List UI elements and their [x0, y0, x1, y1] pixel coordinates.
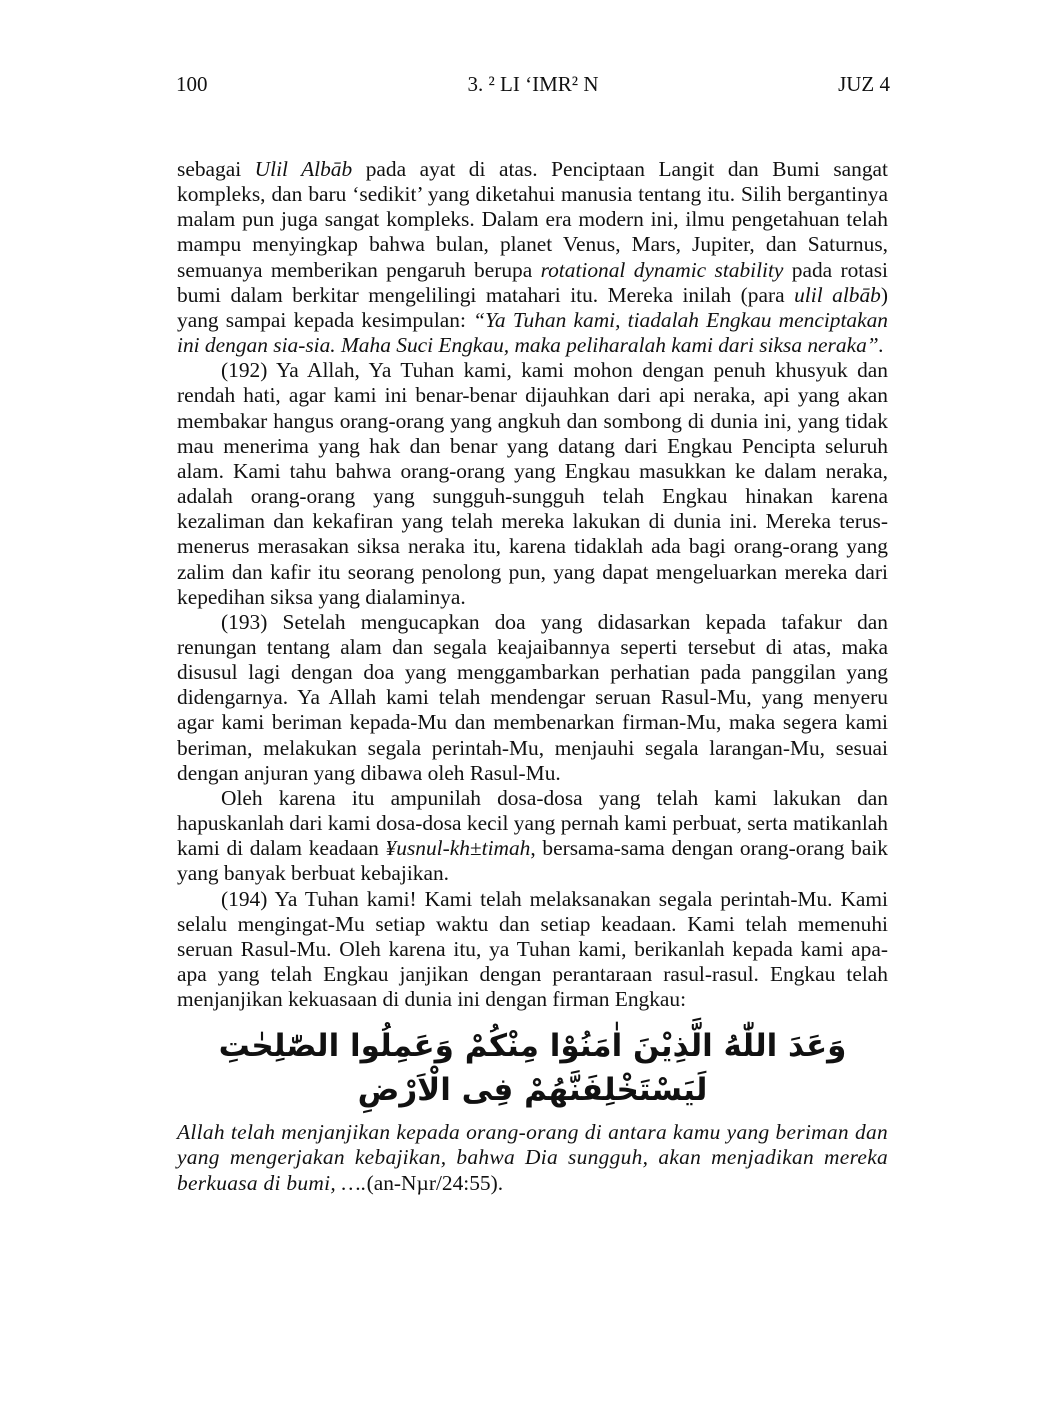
- page-header: [176, 72, 890, 100]
- text-run: , bersama-sama dengan orang-orang baik yang banyak berbuat kebajikan.: [177, 836, 888, 886]
- paragraph-192: (192) Ya Allah, Ya Tuhan kami, kami mohon dengan penuh khusyuk dan rendah hati, agar kami ini benar-benar dijauhkan dari api neraka, api yang akan membakar hangus orang-orang yang angkuh dan sombong di dunia ini, yang tidak mau menerima yang hak dan benar yang datang dari Engkau Pencipta seluruh alam. Kami tahu bahwa orang-orang yang Engkau masukkan ke dalam neraka, adalah orang-orang yang sungguh-sungguh telah Engkau hinakan karena kezaliman dan kekafiran yang telah mereka lakukan di dunia ini. Mereka terus-menerus merasakan siksa neraka itu, karena tidaklah ada bagi orang-orang yang zalim dan kafir itu seorang penolong pun, yang dapat mengeluarkan mereka dari kepedihan siksa yang dialaminya.: [177, 358, 888, 609]
- arabic-verse: وَعَدَ اللّٰهُ الَّذِيْنَ اٰمَنُوْا مِنْكُمْ وَعَمِلُوا الصّٰلِحٰتِ لَيَسْتَخْلِفَنَّهُمْ فِى الْاَرْضِ: [218, 1028, 847, 1109]
- italic-term: Ulil Albāb: [254, 157, 353, 181]
- italic-term: ulil albāb: [794, 282, 881, 307]
- text-run: pada ayat di atas. Penciptaan Langit dan Bumi sangat kompleks, dan baru ‘sedikit’ yang diketahui manusia tentang itu. Silih bergantinya malam pun juga sangat kompleks. Dalam era modern ini, ilmu pengetahuan telah mampu menyingkap bahwa bulan, planet Venus, Mars, Jupiter, dan Saturnus, semuanya memberikan pengaruh berupa: [177, 157, 888, 282]
- text-run: pada rotasi bumi dalam berkitar mengelilingi matahari itu. Mereka inilah (para: [177, 257, 888, 307]
- page-number: 100: [176, 72, 208, 96]
- text-run: Oleh karena itu ampunilah dosa-dosa yang telah kami lakukan dan hapuskanlah dari kami dosa-dosa kecil yang pernah kami perbuat, serta matikanlah kami di dalam keadaan: [177, 785, 888, 861]
- paragraph-193-continued: [177, 786, 888, 887]
- paragraph-1: [177, 157, 888, 358]
- translation-text: Allah telah menjanjikan kepada orang-orang di antara kamu yang beriman dan yang mengerjakan kebajikan, bahwa Dia sungguh, akan menjadikan mereka berkuasa di bumi, ….: [177, 1120, 888, 1195]
- italic-term: rotational dynamic stability: [540, 257, 784, 282]
- surah-title: 3. ² LI ‘IMR² N: [467, 72, 599, 96]
- verse-translation: [177, 1120, 888, 1195]
- text-run: ) yang sampai kepada kesimpulan:: [177, 282, 888, 332]
- juz-label: JUZ 4: [838, 72, 890, 96]
- italic-quote: “Ya Tuhan kami, tiadalah Engkau menciptakan ini dengan sia-sia. Maha Suci Engkau, maka peliharalah kami dari siksa neraka”.: [177, 307, 888, 358]
- paragraph-194: (194) Ya Tuhan kami! Kami telah melaksanakan segala perintah-Mu. Kami selalu mengingat-Mu setiap waktu dan setiap keadaan. Kami telah memenuhi seruan Rasul-Mu. Oleh karena itu, ya Tuhan kami, berikanlah kepada kami apa-apa yang telah Engkau janjikan dengan perantaraan rasul-rasul. Engkau telah menjanjikan kekuasaan di dunia ini dengan firman Engkau:: [177, 886, 888, 1012]
- text-run: sebagai: [177, 157, 255, 181]
- italic-term: ¥usnul-kh±timah: [385, 836, 531, 861]
- paragraph-193: (193) Setelah mengucapkan doa yang didasarkan kepada tafakur dan renungan tentang alam dan segala keajaibannya seperti tersebut di atas, maka disusul lagi dengan doa yang menggambarkan perhatian pada panggilan yang didengarnya. Ya Allah kami telah mendengar seruan Rasul-Mu, yang menyeru agar kami beriman kepada-Mu dan membenarkan firman-Mu, maka segera kami beriman, melakukan segala perintah-Mu, menjauhi segala larangan-Mu, sesuai dengan anjuran yang dibawa oleh Rasul-Mu.: [177, 609, 888, 785]
- body-text: [177, 157, 888, 1196]
- verse-citation: (an-Nµr/24:55).: [366, 1170, 504, 1195]
